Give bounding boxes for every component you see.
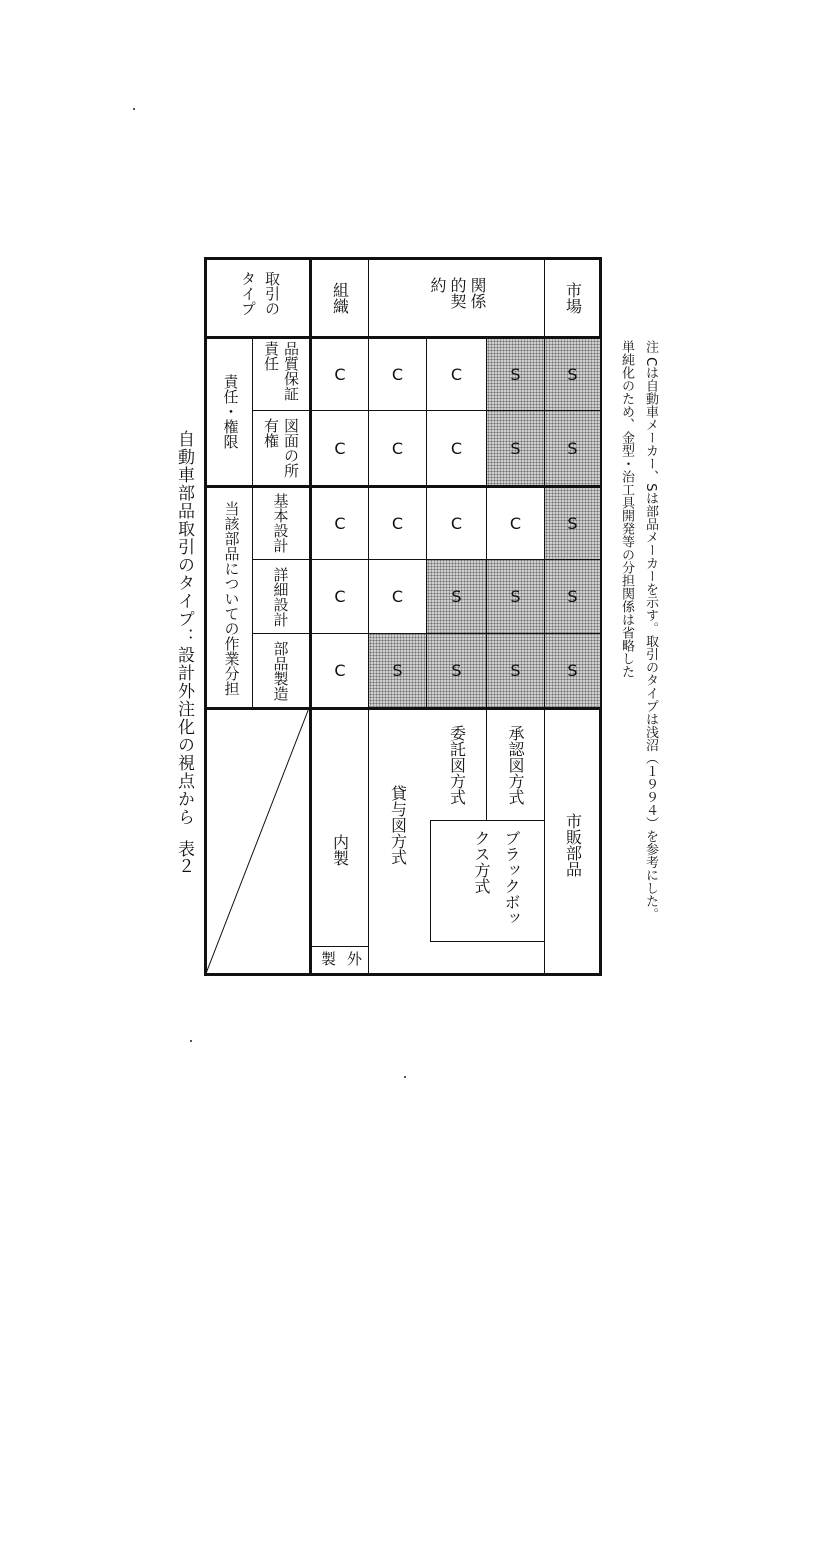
row-market-parts: 市販部品 (563, 813, 583, 877)
cell-approved-quality: S (510, 364, 521, 384)
cell-supplied-basic: C (391, 513, 404, 533)
header-work-share: 当該部品についての作業分担 (222, 500, 241, 696)
row-outsourced-text: 外製 (319, 951, 363, 972)
header-quality (254, 338, 308, 410)
header-drawing-ownership (254, 411, 308, 485)
type-relational-text: 関係的契約 (428, 277, 487, 309)
header-detail-design: 詳細設計 (271, 566, 290, 627)
note-line-1: 注 Cは自動車メーカー、Sは部品メーカーを示す。取引のタイプは浅沼（１９９４）を参考にした。 (643, 340, 658, 921)
row-in-house: 内製 (330, 834, 350, 866)
stub-outsourced-line (368, 708, 369, 975)
table-number: 表２ (174, 840, 194, 874)
scan-speck (404, 1076, 406, 1078)
cell-inhouse-drawing: C (334, 438, 346, 458)
cell-inhouse-detail: C (334, 587, 346, 606)
table-notes (614, 340, 662, 1550)
cell-market-basic: S (567, 513, 578, 533)
row-approved-drawing: 承認図方式 (506, 725, 525, 805)
cell-market-manufacture: S (567, 661, 578, 680)
stub-blackbox-top (430, 820, 431, 942)
header-transaction-type-text: 取引のタイプ (239, 271, 281, 316)
cell-approved-manufacture: S (510, 661, 521, 680)
header-basic-design: 基本設計 (271, 493, 290, 553)
row-black-box (450, 822, 542, 940)
table-title: 自動車部品取引のタイプ：設計外注化の視点から (174, 430, 194, 826)
cell-supplied-drawing: C (391, 438, 404, 458)
row-supplied-drawing: 貸与図方式 (388, 785, 408, 865)
cell-inhouse-manufacture: C (334, 661, 346, 680)
header-manufacture: 部品製造 (271, 640, 290, 701)
type-market: 市場 (563, 282, 583, 314)
cell-supplied-detail: C (391, 587, 404, 606)
scan-speck (190, 1040, 192, 1042)
stub-blackbox-split (486, 708, 487, 820)
type-relational (372, 260, 542, 336)
header-rights: 責任・権限 (221, 374, 240, 449)
cell-inhouse-basic: C (334, 513, 346, 533)
row-consigned-drawing: 委託図方式 (447, 725, 467, 805)
corner-diagonal (205, 708, 310, 976)
header-drawing-ownership-text: 図面の所有権 (262, 418, 300, 478)
header-subline (252, 337, 253, 708)
cell-consigned-manufacture: S (451, 661, 462, 680)
type-organization: 組織 (330, 282, 350, 314)
cell-market-detail: S (567, 587, 578, 606)
header-transaction-type (212, 260, 308, 336)
cell-consigned-basic: C (450, 513, 463, 533)
stub-blackbox-bottom (430, 941, 544, 942)
row-black-box-text: ブラックボックス方式 (472, 830, 521, 926)
cell-approved-drawing: S (510, 438, 521, 458)
row-outsourced (314, 947, 368, 975)
cell-supplied-manufacture: S (392, 661, 403, 680)
cell-inhouse-quality: C (334, 364, 346, 384)
header-quality-text: 品質保証責任 (262, 341, 300, 401)
cell-market-quality: S (567, 364, 578, 384)
cell-supplied-quality: C (391, 364, 404, 384)
cell-market-drawing: S (567, 438, 578, 458)
scan-speck (133, 108, 135, 110)
cell-approved-detail: S (510, 587, 521, 606)
cell-approved-basic: C (509, 513, 522, 533)
cell-consigned-quality: C (450, 364, 463, 384)
stub-blackbox-h (430, 820, 544, 821)
note-line-2: 単純化のため、金型・治工具開発等の分担関係は省略した (619, 340, 634, 678)
cell-consigned-detail: S (451, 587, 462, 606)
cell-consigned-drawing: C (450, 438, 463, 458)
stub-market-line (544, 708, 545, 975)
